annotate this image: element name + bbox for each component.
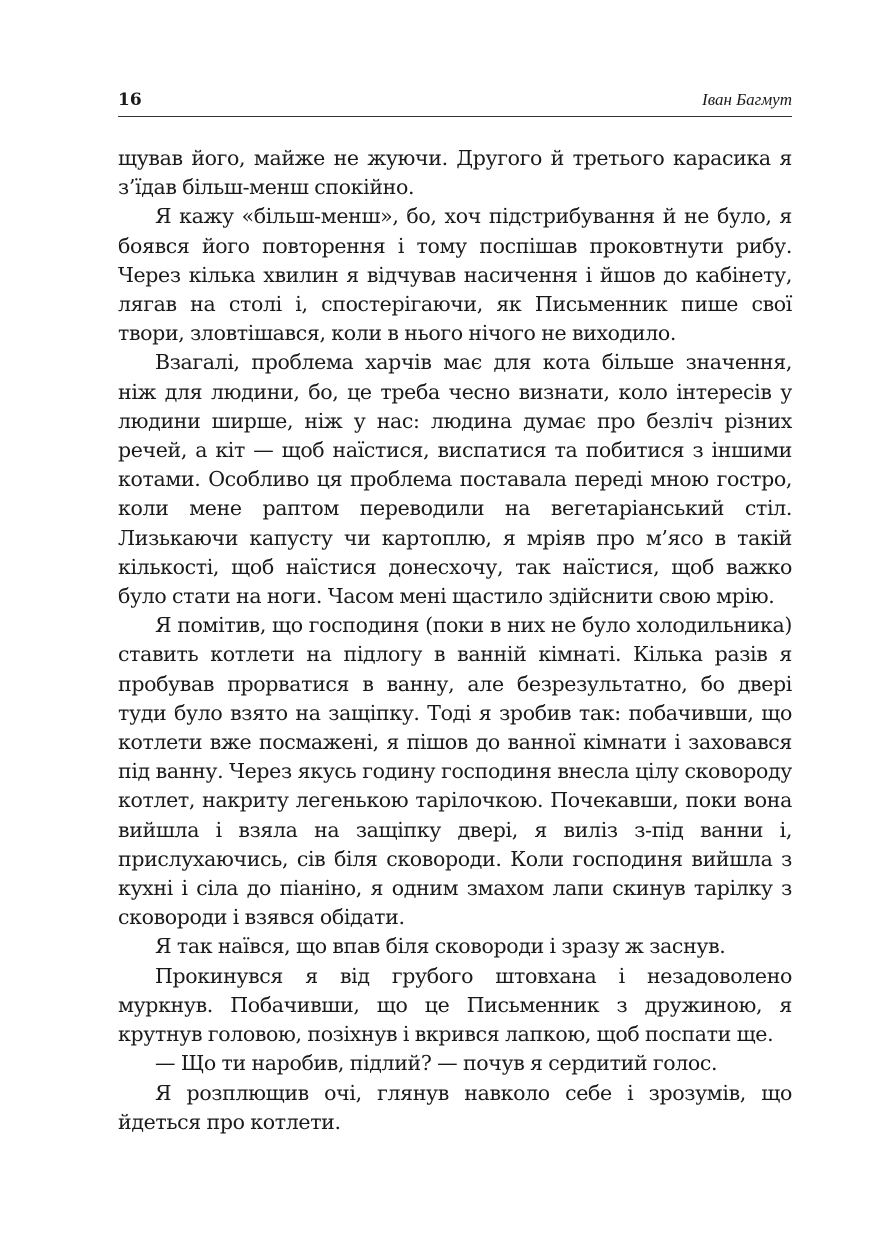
running-header — [118, 88, 792, 117]
paragraph: Я розплющив очі, глянув навколо себе і зрозумів, що йдеться про котлети. — [118, 1080, 792, 1134]
paragraph: Я помітив, що господиня (поки в них не було холодильника) ставить котлети на підлогу в ванній кімнаті. Кілька разів я пробував прорватися в ванну, але безрезультатно, бо двері туди було взято на защіпку. Тоді я зробив так: побачивши, що котлети вже посмажені, я пішов до ванної кімнати і заховався під ванну. Через якусь годину господиня внесла цілу сковороду котлет, накриту легенькою тарілочкою. Почекавши, поки вона вийшла і взяла на защіпку двері, я виліз з-під ванни і, прислухаючись, сів біля сковороди. Коли господиня вийшла з кухні і сіла до піаніно, я одним змахом лапи скинув тарілку з сковороди і взявся обідати. — [118, 613, 792, 930]
paragraph: Я кажу «більш-менш», бо, хоч підстрибування й не було, я боявся його повторення і тому поспішав проковтнути рибу. Через кілька хвилин я відчував насичення і йшов до кабінету, лягав на столі і, спостерігаючи, як Письменник пише свої твори, зловтішався, коли в нього нічого не виходило. — [118, 204, 792, 346]
paragraph: Взагалі, проблема харчів має для кота більше значення, ніж для людини, бо, це треба чесно визнати, коло інтересів у людини ширше, ніж у нас: людина думає про безліч різних речей, а кіт — щоб наїстися, виспатися та побитися з іншими котами. Особливо ця проблема поставала переді мною гостро, коли мене раптом переводили на вегетаріанський стіл. Лизькаючи капусту чи картоплю, я мріяв про м’ясо в такій кількості, щоб наїстися донесхочу, так наїстися, щоб важко було стати на ноги. Часом мені щастило здійснити свою мрію. — [118, 350, 792, 609]
page-number: 16 — [118, 90, 142, 110]
paragraph-continuation: щував його, майже не жуючи. Другого й третього карасика я з’їдав більш-менш спокійно. — [118, 146, 792, 200]
paragraph: Я так наївся, що впав біля сковороди і зразу ж заснув. — [155, 934, 726, 959]
paragraph: Прокинувся я від грубого штовхана і незадоволено муркнув. Побачивши, що це Письменник з дружиною, я крутнув головою, позіхнув і вкрився лапкою, щоб поспати ще. — [118, 963, 792, 1047]
body-text — [118, 144, 792, 1137]
author-running-head: Іван Багмут — [702, 90, 792, 109]
paragraph: — Що ти наробив, підлий? — почув я сердитий голос. — [155, 1051, 718, 1076]
